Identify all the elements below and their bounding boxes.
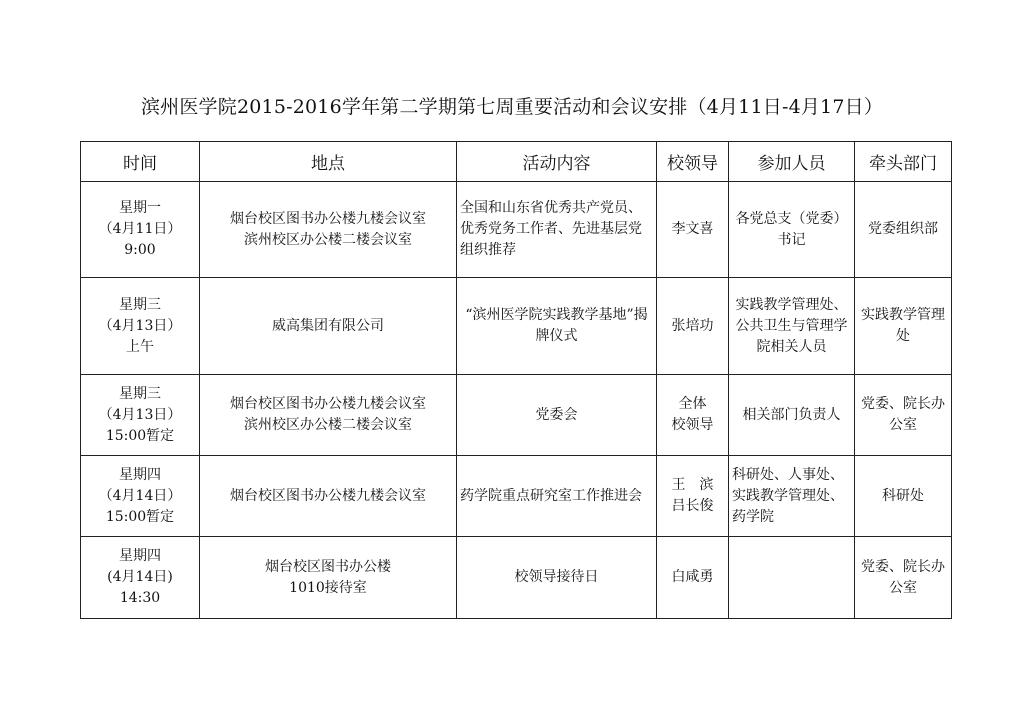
leader-name: 吕长俊: [671, 498, 714, 514]
leader-name: 白咸勇: [671, 569, 714, 585]
content-cell: [457, 456, 657, 537]
participants-text: 实践教学管理处、公共卫生与管理学院相关人员: [735, 296, 848, 355]
leader-cell: [657, 375, 729, 456]
dept-text: 党委、院长办公室: [861, 396, 945, 433]
content-text: 全国和山东省优秀共产党员、优秀党务工作者、先进基层党组织推荐: [460, 200, 642, 258]
location-cell: [200, 456, 457, 537]
dept-text: 党委、院长办公室: [861, 558, 945, 596]
table-row: [81, 456, 952, 537]
participants-cell: [729, 456, 855, 537]
content-cell: [457, 182, 657, 278]
location-line: 烟台校区图书办公楼: [265, 558, 391, 575]
time-cell: [81, 278, 200, 375]
time-hour: 15:00暂定: [105, 427, 175, 444]
time-date: （4月13日）: [98, 317, 182, 334]
participants-text: 各党总支（党委）书记: [735, 210, 848, 248]
time-date: （4月11日）: [98, 221, 182, 237]
leader-name: 全体: [678, 396, 707, 412]
time-date: (4月14日): [107, 569, 173, 585]
header-leader: 校领导: [657, 142, 729, 182]
dept-text: 科研处: [882, 487, 924, 504]
location-line: 威高集团有限公司: [272, 317, 384, 334]
leader-name: 王 滨: [671, 477, 714, 493]
content-text: 药学院重点研究室工作推进会: [460, 487, 642, 504]
dept-cell: [855, 375, 952, 456]
leader-cell: [657, 182, 729, 278]
header-row: [81, 142, 952, 182]
content-text: 校领导接待日: [514, 569, 599, 585]
table-row: [81, 375, 952, 456]
location-line: 烟台校区图书办公楼九楼会议室: [230, 396, 426, 412]
table-row: [81, 182, 952, 278]
content-cell: [457, 278, 657, 375]
time-day: 星期一: [119, 200, 161, 216]
page-title: 滨州医学院2015-2016学年第二学期第七周重要活动和会议安排（4月11日-4月17日）: [140, 96, 884, 118]
location-cell: [200, 375, 457, 456]
leader-cell: [657, 537, 729, 619]
location-line: 滨州校区办公楼二楼会议室: [244, 231, 412, 248]
table-row: [81, 537, 952, 619]
leader-cell: [657, 278, 729, 375]
header-dept: 牵头部门: [855, 142, 952, 182]
participants-cell: [729, 537, 855, 619]
dept-text: 党委组织部: [868, 221, 938, 237]
location-line: 烟台校区图书办公楼九楼会议室: [230, 487, 426, 504]
content-cell: [457, 537, 657, 619]
time-day: 星期三: [119, 385, 161, 402]
leader-name: 李文喜: [671, 221, 714, 237]
participants-text: 科研处、人事处、实践教学管理处、药学院: [732, 466, 844, 525]
header-time: 时间: [81, 142, 200, 182]
time-cell: [81, 375, 200, 456]
participants-text: 相关部门负责人: [742, 406, 841, 423]
location-cell: [200, 182, 457, 278]
time-hour: 15:00暂定: [105, 508, 175, 525]
header-location: 地点: [200, 142, 457, 182]
leader-cell: [657, 456, 729, 537]
dept-cell: [855, 182, 952, 278]
dept-text: 实践教学管理处: [861, 307, 945, 344]
content-text: 党委会: [535, 406, 578, 423]
time-cell: [81, 182, 200, 278]
header-participants: 参加人员: [729, 142, 855, 182]
time-date: （4月13日）: [98, 406, 182, 423]
time-cell: [81, 456, 200, 537]
participants-cell: [729, 375, 855, 456]
leader-name: 张培功: [671, 317, 714, 334]
participants-cell: [729, 182, 855, 278]
table-row: [81, 278, 952, 375]
location-line: 滨州校区办公楼二楼会议室: [244, 417, 412, 433]
time-cell: [81, 537, 200, 619]
location-line: 1010接待室: [289, 579, 367, 596]
location-cell: [200, 278, 457, 375]
content-text: “滨州医学院实践教学基地”揭牌仪式: [465, 307, 648, 344]
schedule-table: [80, 141, 952, 619]
location-cell: [200, 537, 457, 619]
time-day: 星期四: [119, 466, 161, 483]
time-hour: 上午: [126, 338, 154, 355]
time-day: 星期四: [119, 548, 161, 564]
time-hour: 9:00: [124, 242, 156, 258]
time-date: （4月14日）: [98, 487, 182, 504]
dept-cell: [855, 278, 952, 375]
time-hour: 14:30: [119, 590, 161, 606]
location-line: 烟台校区图书办公楼九楼会议室: [230, 210, 426, 227]
content-cell: [457, 375, 657, 456]
dept-cell: [855, 537, 952, 619]
header-content: 活动内容: [457, 142, 657, 182]
participants-cell: [729, 278, 855, 375]
leader-name: 校领导: [671, 417, 714, 433]
time-day: 星期三: [119, 296, 161, 313]
dept-cell: [855, 456, 952, 537]
